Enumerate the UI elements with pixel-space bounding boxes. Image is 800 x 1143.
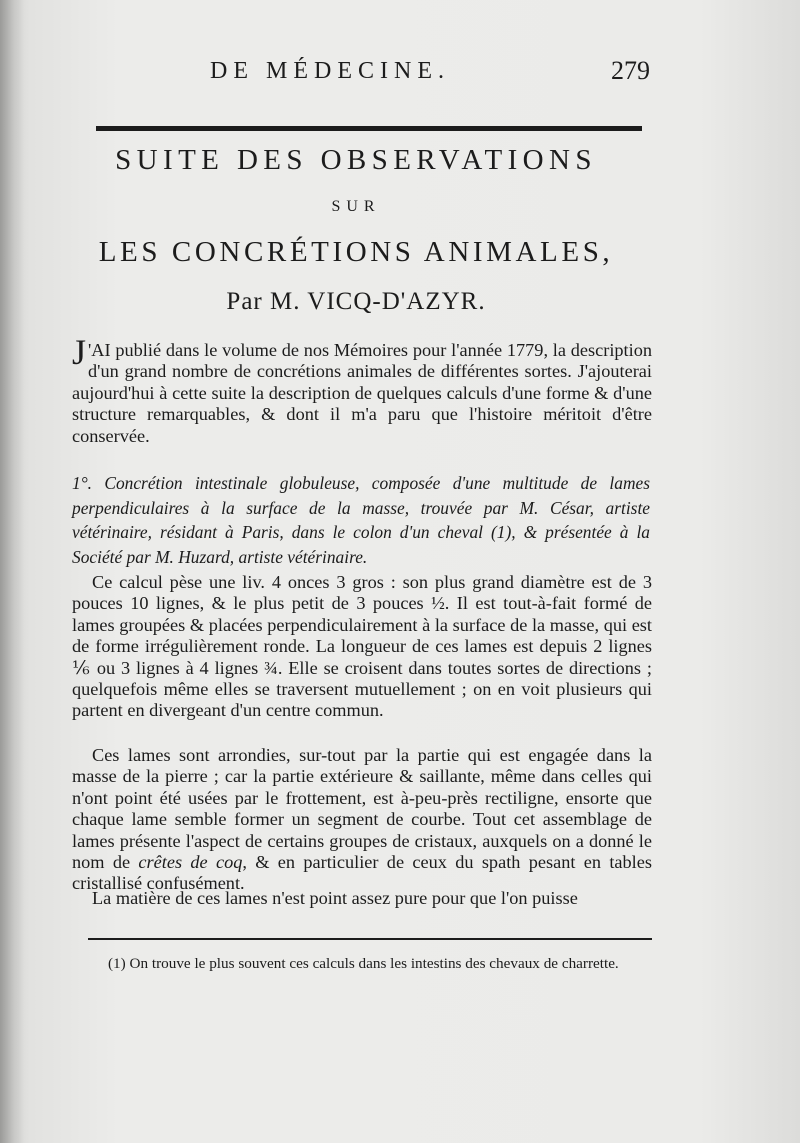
article-title-line-2: SUR xyxy=(331,198,381,215)
paragraph-3-text-a: Ces lames sont arrondies, sur-tout par la partie qui est engagée dans la masse de la pierre ; car la partie extérieure & saillante, même dans celles qui n'ont point été usées par le frottement, est à-peu-près rectiligne, ensorte que chaque lame semble former un segment de courbe. Tout cet assemblage de lames présente l'aspect de certains groupes de cristaux, auxquels on a donné le nom de xyxy=(72,745,652,873)
page-number: 279 xyxy=(611,56,650,85)
paragraph-3-italic: crêtes de coq xyxy=(138,852,243,873)
running-head xyxy=(70,58,650,92)
page-gutter-shadow xyxy=(0,0,24,1143)
article-title-line-1: SUITE DES OBSERVATIONS xyxy=(115,144,597,176)
footnote-rule xyxy=(88,938,652,940)
footnote: (1) On trouve le plus souvent ces calculs dans les intestins des chevaux de charrette. xyxy=(108,955,619,972)
drop-cap: J xyxy=(72,332,87,372)
intro-text: 'AI publié dans le volume de nos Mémoires pour l'année 1779, la description d'un grand nombre de concrétions animales de différentes sortes. J'ajouterai aujourd'hui à cette suite la description de quelques calculs d'une forme & d'une structure remarquables, & dont il m'a paru que l'histoire méritoit d'être conservée. xyxy=(72,340,652,446)
article-title-line-3: LES CONCRÉTIONS ANIMALES, xyxy=(98,236,614,268)
paragraph-2: Ce calcul pèse une liv. 4 onces 3 gros : son plus grand diamètre est de 3 pouces 10 lignes, & le plus petit de 3 pouces ½. Il est tout-à-fait formé de lames groupées & placées perpendiculairement à la surface de la masse, qui est de forme irrégulièrement ronde. La longueur de ces lames est depuis 2 lignes ⅙ ou 3 lignes à 4 lignes ¾. Elle se croisent dans toutes sortes de directions ; quelquefois même elles se traversent mutuellement ; on en voit plusieurs qui partent en divergeant d'un centre commun. xyxy=(72,572,652,721)
author-byline: Par M. VICQ-D'AZYR. xyxy=(226,288,486,315)
paragraph-4: La matière de ces lames n'est point assez pure pour que l'on puisse xyxy=(92,888,578,908)
item-1-heading: 1°. Concrétion intestinale globuleuse, composée d'une multitude de lames perpendiculaires à la surface de la masse, trouvée par M. César, artiste vétérinaire, résidant à Paris, dans le colon d'un cheval (1), & présentée à la Société par M. Huzard, artiste vétérinaire. xyxy=(72,473,650,567)
running-head-title: DE MÉDECINE. xyxy=(210,58,450,84)
paragraph-3-text-b: , & en particulier de ceux du spath pesant en tables cristallisé confusément. xyxy=(72,852,652,894)
header-rule xyxy=(96,126,642,131)
paragraph-3 xyxy=(72,745,652,895)
intro-paragraph xyxy=(72,332,652,447)
